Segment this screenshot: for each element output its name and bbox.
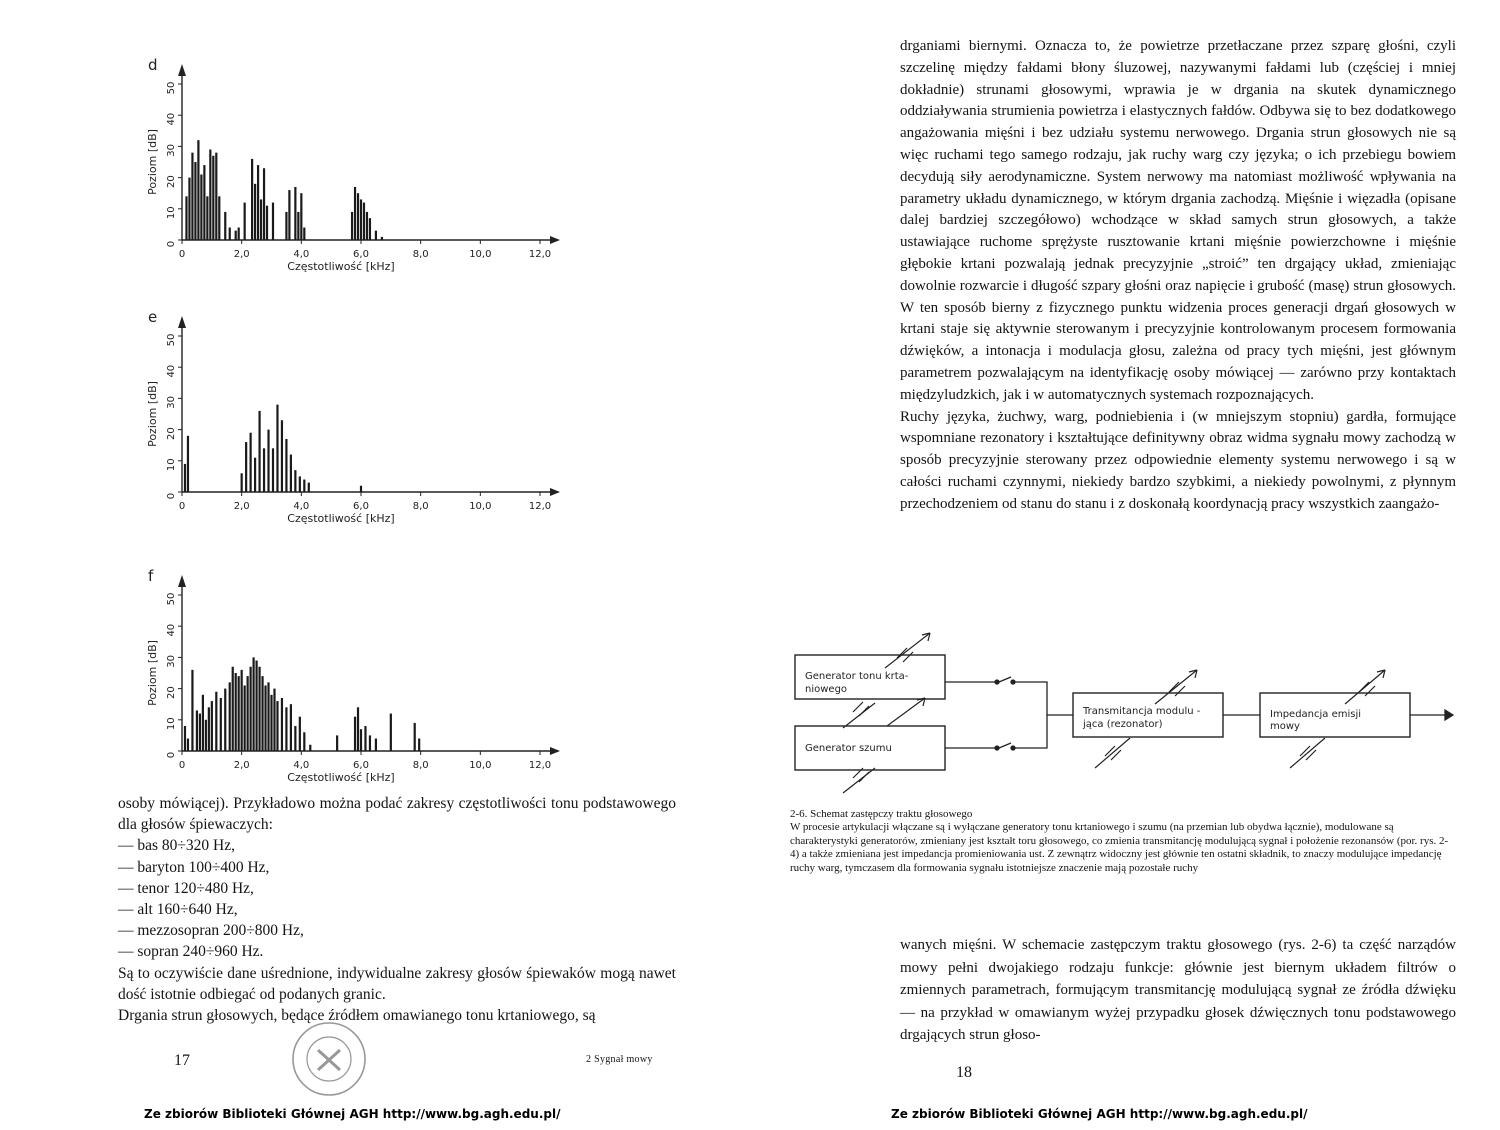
y-tick-label: 20 — [166, 686, 177, 699]
block-label: Generator szumu — [805, 743, 892, 754]
x-axis-arrow — [550, 488, 560, 496]
x-axis-arrow — [550, 747, 560, 755]
x-tick-label: 10,0 — [469, 760, 492, 771]
spectral-line — [187, 436, 189, 492]
spectral-line — [294, 470, 296, 492]
spectral-line — [303, 228, 305, 240]
paragraph: Są to oczywiście dane uśrednione, indywidualne zakresy głosów śpiewaków mogą nawet dość istotnie odbiegać od podanych granic. — [118, 964, 676, 1003]
x-axis-label: Częstotliwość [kHz] — [287, 771, 395, 784]
spectral-line — [281, 698, 283, 751]
y-tick-label: 30 — [166, 144, 177, 157]
spectral-line — [285, 439, 287, 492]
x-axis-arrow — [550, 236, 560, 244]
spectral-line — [281, 420, 283, 492]
spectral-line — [366, 212, 368, 240]
spectral-line — [258, 667, 260, 751]
y-axis-arrow — [178, 316, 186, 328]
spectral-line — [253, 657, 255, 751]
x-tick-label: 12,0 — [528, 760, 552, 771]
spectral-line — [244, 685, 246, 751]
block-label: jąca (rezonator) — [1083, 719, 1163, 730]
spectral-line — [229, 228, 231, 240]
list-item: — mezzosopran 200÷800 Hz, — [118, 920, 676, 941]
spectral-line — [244, 203, 246, 240]
spectral-line — [229, 682, 231, 751]
x-tick-label: 2,0 — [233, 501, 250, 512]
library-footer: Ze zbiorów Biblioteki Głównej AGH http://www.bg.agh.edu.pl/ — [891, 1107, 1308, 1121]
spectral-line — [264, 685, 266, 751]
y-tick-label: 40 — [166, 364, 177, 378]
spectral-line — [263, 168, 265, 240]
spectral-line — [224, 212, 226, 240]
spectral-line — [336, 735, 338, 751]
y-tick-label: 50 — [166, 81, 177, 95]
list-item: — alt 160÷640 Hz, — [118, 899, 676, 920]
x-tick-label: 0 — [178, 760, 186, 771]
y-axis-arrow — [178, 575, 186, 587]
spectral-line — [215, 153, 217, 240]
spectral-line — [188, 178, 190, 240]
right-page — [750, 0, 1500, 1130]
spectral-line — [364, 726, 366, 751]
spectral-line — [251, 159, 253, 240]
spectral-line — [261, 676, 263, 751]
spectral-line — [260, 199, 262, 240]
right-body-text-top — [900, 36, 1456, 516]
spectral-line — [238, 228, 240, 240]
list-item: — sopran 240÷960 Hz. — [118, 941, 676, 962]
spectral-line — [208, 707, 210, 751]
x-tick-label: 10,0 — [469, 249, 492, 260]
spectral-line — [194, 162, 196, 240]
spectral-line — [418, 739, 420, 751]
spectral-line — [363, 203, 365, 240]
spectral-line — [241, 473, 243, 492]
spectral-line — [255, 661, 257, 751]
spectral-line — [205, 720, 207, 751]
spectral-line — [390, 714, 392, 751]
library-footer: Ze zbiorów Biblioteki Głównej AGH http://www.bg.agh.edu.pl/ — [144, 1107, 561, 1121]
x-tick-label: 8,0 — [412, 249, 429, 260]
y-tick-label: 10 — [166, 458, 177, 472]
block-label: niowego — [805, 684, 848, 695]
y-tick-label: 0 — [166, 751, 177, 759]
x-tick-label: 2,0 — [233, 760, 250, 771]
spectral-line — [414, 723, 416, 751]
block-label: mowy — [1270, 721, 1300, 732]
spectral-line — [196, 710, 198, 751]
spectral-line — [215, 692, 217, 751]
x-tick-label: 2,0 — [233, 249, 250, 260]
page-number: 17 — [174, 1052, 190, 1069]
spectral-line — [247, 676, 249, 751]
y-tick-label: 30 — [166, 396, 177, 409]
paragraph: osoby mówiącej). Przykładowo można podać zakresy częstotliwości tonu podstawowego dla głosów śpiewaczych: — [118, 795, 676, 834]
running-head: 2 Sygnał mowy — [586, 1054, 653, 1065]
paragraph: drganiami biernymi. Oznacza to, że powietrze przetłaczane przez szparę głośni, czyli szczelinę między fałdami błony śluzowej, nazywanymi fałdami lub (częściej i mniej dokładnie) strunami głosowymi, wprawia je w drgania na skutek dynamicznego oddziaływania strumienia powietrza i elastycznych fałdów. Odbywa się to bez dodatkowego angażowania mięśni i bez udziału systemu nerwowego. Drgania strun głosowych nie są więc ruchami tego samego rodzaju, jak ruchy warg czy języka; o ich przebiegu bowiem decydują siły aerodynamiczne. System nerwowy ma natomiast możliwość wpływania na parametry układu dynamicznego, w którym drgania zachodzą. Mięśnie i więzadła (opisane dalej bardziej szczegółowo) wchodzące w skład samych strun głosowych, a także ustawiające ruchome sprężyste rusztowanie krtani mięśnie powierzchowne i mięśnie głębokie krtani pozwalają jednak precyzyjnie „stroić” ten drgający układ, zmieniając dowolnie rozwarcie i długość szpary głośni oraz napięcie i grubość (masę) strun głosowych. W ten sposób bierny z fizycznego punktu widzenia proces generacji drgań głosowych w krtani staje się aktywnie sterowanym i precyzyjnie kontrolowanym procesem formowania dźwięków, a intonacja i modulacja głosu, zależna od pracy tych mięśni, jest głównym parametrem pozwalającym na identyfikację osoby mówiącej — zarówno przy kontaktach międzyludzkich, jak i w automatycznych systemach rozpoznających. — [900, 38, 1456, 403]
spectral-line — [308, 483, 310, 492]
x-tick-label: 6,0 — [353, 501, 369, 512]
y-tick-label: 30 — [166, 655, 177, 668]
spectral-line — [185, 196, 187, 240]
spectral-line — [375, 739, 377, 751]
paragraph: wanych mięśni. W schemacie zastępczym traktu głosowego (rys. 2-6) ta część narządów mowy pełni dwojakiego rodzaju funkcje: głównie jest biernym układem filtrów o zmiennych parametrach, formującym transmitancję modulującą sygnał ze źródła dźwięku — na przykład w omawianym wyżej przypadku głosek dźwięcznych tonu podstawowego drgających strun głoso- — [900, 937, 1456, 1044]
paragraph: Ruchy języka, żuchwy, warg, podniebienia i (w mniejszym stopniu) gardła, formujące wspomniane rezonatory i kształtujące definitywny obraz widma sygnału mowy zachodzą w sposób precyzyjnie sterowany przez odpowiednie elementy systemu nerwowego i są w całości ruchami czynnymi, niekiedy bardzo szybkimi, a niekiedy powolnymi, z płynnym przechodzeniem od stanu do stanu i z doskonałą koordynacją pracy wszystkich zaangażo- — [900, 408, 1456, 512]
spectral-line — [263, 448, 265, 492]
spectral-line — [199, 714, 201, 751]
spectral-line — [381, 237, 383, 240]
spectral-line — [197, 140, 199, 240]
spectral-line — [184, 464, 186, 492]
spectral-line — [300, 193, 302, 240]
spectral-line — [266, 206, 268, 240]
spectral-line — [202, 695, 204, 751]
voice-range-list — [118, 835, 676, 962]
x-tick-label: 8,0 — [412, 501, 429, 512]
list-item: — bas 80÷320 Hz, — [118, 835, 676, 856]
spectral-line — [238, 676, 240, 751]
y-tick-label: 10 — [166, 717, 177, 731]
spectrum-chart-e — [140, 296, 580, 561]
spectral-line — [250, 667, 252, 751]
vocal-tract-diagram — [785, 628, 1485, 798]
spectral-line — [303, 732, 305, 751]
spectral-line — [375, 231, 377, 240]
spectral-line — [272, 203, 274, 240]
y-axis-label: Poziom [dB] — [146, 129, 159, 195]
spectral-line — [360, 486, 362, 492]
spectral-line — [360, 199, 362, 240]
spectral-line — [276, 405, 278, 492]
x-axis-label: Częstotliwość [kHz] — [287, 512, 395, 525]
y-tick-label: 40 — [166, 112, 177, 126]
spectral-line — [245, 442, 247, 492]
panel-letter: f — [148, 567, 154, 585]
spectral-line — [276, 701, 278, 751]
y-axis-label: Poziom [dB] — [146, 381, 159, 447]
y-tick-label: 20 — [166, 427, 177, 440]
figure-caption — [790, 808, 1450, 875]
spectral-line — [187, 739, 189, 751]
spectral-line — [224, 689, 226, 751]
x-tick-label: 10,0 — [469, 501, 492, 512]
block-label: Transmitancja modulu - — [1083, 706, 1201, 717]
y-axis-arrow — [178, 64, 186, 76]
spectral-line — [258, 411, 260, 492]
spectral-line — [360, 729, 362, 751]
y-tick-label: 50 — [166, 592, 177, 606]
spectral-line — [209, 150, 211, 240]
spectral-line — [184, 726, 186, 751]
spectral-line — [290, 455, 292, 492]
spectral-line — [211, 701, 213, 751]
spectrum-chart-d — [140, 44, 580, 309]
caption-title: 2-6. Schemat zastępczy traktu głosowego — [790, 808, 973, 820]
x-tick-label: 12,0 — [528, 249, 552, 260]
spectral-line — [357, 707, 359, 751]
spectral-line — [267, 430, 269, 492]
spectral-line — [235, 673, 237, 751]
spectral-line — [191, 153, 193, 240]
x-axis-label: Częstotliwość [kHz] — [287, 260, 395, 273]
x-tick-label: 4,0 — [293, 760, 310, 771]
spectrum-chart-f — [140, 555, 580, 820]
paragraph: Drgania strun głosowych, będące źródłem omawianego tonu krtaniowego, są — [118, 1007, 596, 1025]
list-item: — tenor 120÷480 Hz, — [118, 878, 676, 899]
x-tick-label: 0 — [178, 501, 186, 512]
spectral-line — [257, 165, 259, 240]
spectral-line — [254, 458, 256, 492]
x-tick-label: 6,0 — [353, 760, 369, 771]
spectral-line — [299, 476, 301, 492]
list-item: — baryton 100÷400 Hz, — [118, 857, 676, 878]
x-tick-label: 0 — [178, 249, 186, 260]
spectral-line — [357, 193, 359, 240]
x-tick-label: 8,0 — [412, 760, 429, 771]
x-tick-label: 4,0 — [293, 501, 310, 512]
spectral-line — [267, 682, 269, 751]
x-tick-label: 6,0 — [353, 249, 369, 260]
spectral-line — [235, 231, 237, 240]
spectral-line — [294, 187, 296, 240]
spectral-line — [285, 707, 287, 751]
spectral-line — [285, 212, 287, 240]
x-tick-label: 4,0 — [293, 249, 310, 260]
spectral-line — [250, 433, 252, 492]
y-tick-label: 40 — [166, 623, 177, 637]
spectral-line — [290, 704, 292, 751]
spectral-line — [191, 670, 193, 751]
y-tick-label: 0 — [166, 240, 177, 248]
spectral-line — [369, 735, 371, 751]
spectral-line — [351, 212, 353, 240]
spectral-line — [200, 174, 202, 240]
spectral-line — [309, 745, 311, 751]
right-body-text-bottom — [900, 934, 1456, 1047]
spectral-line — [232, 667, 234, 751]
spectral-line — [270, 695, 272, 751]
spectral-line — [218, 196, 220, 240]
spectral-line — [272, 448, 274, 492]
spectral-line — [303, 480, 305, 492]
spectral-line — [203, 165, 205, 240]
y-tick-label: 0 — [166, 492, 177, 500]
y-tick-label: 20 — [166, 175, 177, 188]
x-tick-label: 12,0 — [528, 501, 552, 512]
panel-letter: d — [148, 56, 158, 74]
panel-letter: e — [148, 308, 158, 326]
library-stamp — [290, 1020, 368, 1098]
spectral-line — [294, 726, 296, 751]
spectral-line — [220, 698, 222, 751]
spectral-line — [354, 187, 356, 240]
spectral-line — [254, 184, 256, 240]
spectral-line — [369, 218, 371, 240]
caption-body: W procesie artykulacji włączane są i wyłączane generatory tonu krtaniowego i szumu (na przemian lub obydwa łącznie), modulowane są charakterystyki generatorów, zmieniany jest kształt toru głosowego, co zmienia transmitancję modulującą sygnał i położenie rezonansów (por. rys. 2-4) a także zmieniana jest impedancja promieniowania ust. Z zewnątrz widoczny jest głównie ten ostatni składnik, to znaczy modulujące impedancję ruchy warg, tymczasem dla formowania sygnału istotniejsze znaczenie mają pozostałe ruchy — [790, 821, 1449, 874]
y-tick-label: 50 — [166, 333, 177, 347]
spectral-line — [354, 717, 356, 751]
page-number: 18 — [956, 1064, 972, 1081]
block-label: Impedancja emisji — [1270, 709, 1362, 720]
spectral-line — [273, 689, 275, 751]
block-label: Generator tonu krta- — [805, 671, 909, 682]
spectral-line — [206, 196, 208, 240]
spectral-line — [212, 156, 214, 240]
y-tick-label: 10 — [166, 206, 177, 220]
spectral-line — [297, 212, 299, 240]
y-axis-label: Poziom [dB] — [146, 640, 159, 706]
spectral-line — [288, 190, 290, 240]
spectral-line — [299, 717, 301, 751]
left-body-text — [118, 793, 676, 1026]
spectral-line — [241, 670, 243, 751]
